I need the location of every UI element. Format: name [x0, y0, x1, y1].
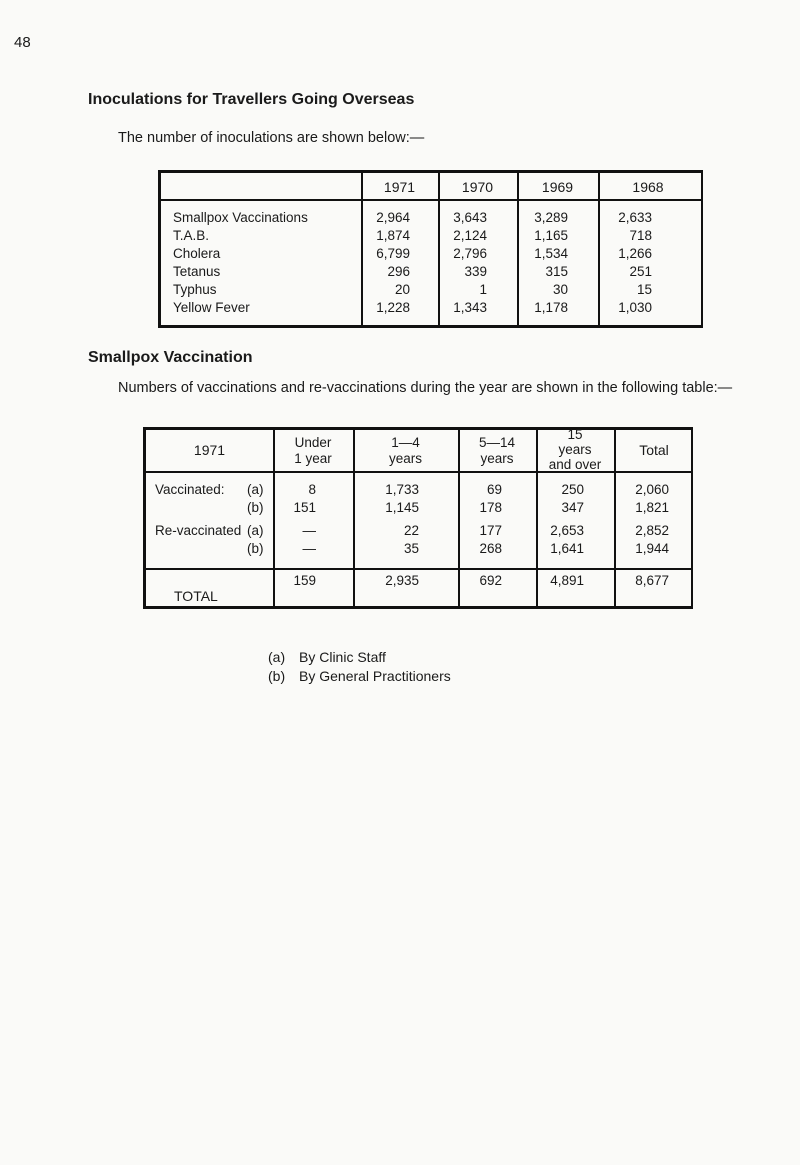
- row-sublabel: (b): [247, 541, 264, 556]
- page-number: 48: [14, 34, 31, 51]
- table-row: [161, 246, 701, 263]
- row-label: Re-vaccinated: [155, 523, 242, 538]
- cell-value: 1,874: [376, 228, 410, 243]
- table-row: [161, 264, 701, 281]
- row-label: Typhus: [173, 282, 217, 297]
- cell-value: 2,964: [376, 210, 410, 225]
- section-title-inoculations: Inoculations for Travellers Going Overseas: [88, 91, 415, 108]
- inoculations-intro: The number of inoculations are shown below:—: [118, 130, 425, 146]
- cell-value: 315: [545, 264, 568, 279]
- cell-value: 250: [561, 482, 584, 497]
- cell-value: 1,228: [376, 300, 410, 315]
- note-item: (b) By General Practitioners: [268, 668, 451, 684]
- cell-value: 1,343: [453, 300, 487, 315]
- row-label: Cholera: [173, 246, 221, 261]
- cell-value: 3,643: [453, 210, 487, 225]
- row-sublabel: (b): [247, 500, 264, 515]
- cell-value: 151: [293, 500, 316, 515]
- cell-value: 6,799: [376, 246, 410, 261]
- year-header: 1971: [193, 442, 226, 458]
- inoculations-table: [158, 170, 703, 328]
- table-row: [161, 210, 701, 227]
- cell-value: 1,165: [534, 228, 568, 243]
- column-header: 5—14 years: [478, 435, 516, 466]
- year-header: 1968: [632, 179, 664, 195]
- total-value: 8,677: [635, 573, 669, 588]
- table-row: [161, 228, 701, 245]
- cell-value: 339: [464, 264, 487, 279]
- cell-value: 8: [308, 482, 316, 497]
- total-value: 692: [479, 573, 502, 588]
- cell-value: 268: [479, 541, 502, 556]
- total-value: 4,891: [550, 573, 584, 588]
- smallpox-intro: Numbers of vaccinations and re-vaccinations during the year are shown in the following table:—: [118, 380, 733, 396]
- cell-value: 30: [552, 282, 568, 297]
- cell-value: 15: [636, 282, 652, 297]
- cell-value: 1,145: [385, 500, 419, 515]
- cell-value: —: [302, 523, 316, 538]
- year-header: 1970: [461, 179, 494, 195]
- cell-value: 2,653: [550, 523, 584, 538]
- cell-value: 20: [394, 282, 410, 297]
- row-label: Yellow Fever: [173, 300, 250, 315]
- year-header: 1969: [541, 179, 574, 195]
- cell-value: 2,060: [635, 482, 669, 497]
- note-item: (a) By Clinic Staff: [268, 649, 386, 665]
- cell-value: 1,266: [618, 246, 652, 261]
- cell-value: 1,534: [534, 246, 568, 261]
- row-label: Smallpox Vaccinations: [173, 210, 308, 225]
- cell-value: 35: [403, 541, 419, 556]
- cell-value: 178: [479, 500, 502, 515]
- cell-value: 2,633: [618, 210, 652, 225]
- smallpox-table: [143, 427, 693, 609]
- column-header: Total: [639, 442, 669, 458]
- cell-value: 1,641: [550, 541, 584, 556]
- total-label: TOTAL: [174, 588, 218, 604]
- column-header: 1—4 years: [388, 435, 422, 466]
- cell-value: 2,796: [453, 246, 487, 261]
- cell-value: 1: [479, 282, 487, 297]
- cell-value: 718: [629, 228, 652, 243]
- cell-value: 2,852: [635, 523, 669, 538]
- cell-value: —: [302, 541, 316, 556]
- cell-value: 1,178: [534, 300, 568, 315]
- table-row: [161, 300, 701, 317]
- cell-value: 1,030: [618, 300, 652, 315]
- column-header: Under 1 year: [294, 435, 332, 466]
- row-sublabel: (a): [247, 523, 264, 538]
- section-title-smallpox: Smallpox Vaccination: [88, 349, 253, 366]
- row-label: Tetanus: [173, 264, 221, 279]
- total-value: 159: [293, 573, 316, 588]
- table-row: [161, 282, 701, 299]
- column-header: 15 years and over: [548, 427, 602, 472]
- row-label: Vaccinated:: [155, 482, 225, 497]
- total-value: 2,935: [385, 573, 419, 588]
- cell-value: 1,733: [385, 482, 419, 497]
- cell-value: 296: [387, 264, 410, 279]
- cell-value: 347: [561, 500, 584, 515]
- year-header: 1971: [383, 179, 416, 195]
- cell-value: 1,944: [635, 541, 669, 556]
- table-notes: [268, 648, 451, 686]
- cell-value: 1,821: [635, 500, 669, 515]
- cell-value: 3,289: [534, 210, 568, 225]
- cell-value: 177: [479, 523, 502, 538]
- cell-value: 251: [629, 264, 652, 279]
- cell-value: 69: [486, 482, 502, 497]
- row-label: T.A.B.: [173, 228, 210, 243]
- cell-value: 2,124: [453, 228, 487, 243]
- row-sublabel: (a): [247, 482, 264, 497]
- cell-value: 22: [403, 523, 419, 538]
